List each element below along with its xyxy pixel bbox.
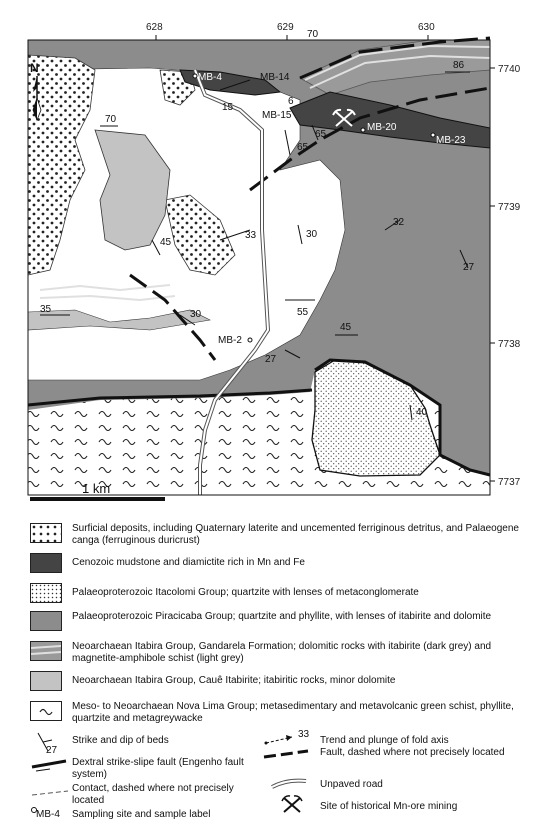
svg-text:N: N [30,61,39,75]
legend-text: Palaeoproterozoic Itacolomi Group; quartzite with lenses of metaconglomerate [72,587,419,598]
legend-text: 27 [46,745,58,756]
sample-label: MB-15 [262,110,292,121]
legend-text: Meso- to Neoarchaean Nova Lima Group; metasedimentary and metavolcanic green schist, phyllite, quartzite and metagreywacke [72,701,514,724]
gandarela-swatch [30,641,62,661]
legend-text: Neoarchaean Itabira Group, Cauê Itabirite; itabiritic rocks, minor dolomite [72,675,396,686]
legend-text: Unpaved road [320,779,383,790]
dip-value: 45 [340,322,352,333]
dip-value: 86 [453,60,465,71]
dip-value: 27 [463,262,475,273]
x-tick-label: 628 [146,22,163,33]
dip-value: 33 [245,230,257,241]
dextral-fault-icon [30,757,70,777]
dip-value: 15 [222,102,234,113]
sample-label: MB-14 [260,72,290,83]
dip-value: 65 [297,142,309,153]
x-tick-label: 629 [277,22,294,33]
cenozoic-swatch [30,553,62,573]
sample-label: MB-23 [436,135,466,146]
contact-icon [30,787,70,803]
legend-text: Dextral strike-slipe fault (Engenho fault system) [72,757,244,780]
mining-site-icon [280,795,304,815]
fault-icon [262,745,312,761]
piracicaba-swatch [30,611,62,631]
caue-swatch [30,671,62,691]
sample-label: MB-4 [198,72,222,83]
legend-text: 33 [298,729,310,740]
scale-bar [30,497,165,501]
dip-value: 6 [288,96,294,107]
dip-value: 30 [190,309,202,320]
dip-value: 45 [160,237,172,248]
sample-label: MB-20 [367,122,397,133]
legend-text: Contact, dashed where not precisely located [72,783,234,806]
legend-text: Surficial deposits, including Quaternary laterite and uncemented ferriginous detritus, and Palaeogene canga (ferruginous duricrust) [72,523,519,546]
dip-value: 40 [416,407,428,418]
road-icon [270,777,310,791]
dip-value: 30 [306,229,318,240]
scale-label: 1 km [82,481,111,496]
dip-value: 70 [307,29,319,40]
legend-text: MB-4 [36,809,60,820]
itacolomi-swatch [30,583,62,603]
y-tick-label: 7737 [498,477,521,488]
legend-text: Sampling site and sample label [72,809,211,820]
legend-text: Palaeoproterozoic Piracicaba Group; quartzite and phyllite, with lenses of itabirite and dolomite [72,611,492,622]
legend-text: Strike and dip of beds [72,735,169,746]
legend-text: Fault, dashed where not precisely located [320,747,505,758]
sample-label: MB-2 [218,335,242,346]
dip-value: 55 [297,307,309,318]
y-tick-label: 7740 [498,64,521,75]
dip-value: 35 [40,304,52,315]
x-tick-label: 630 [418,22,435,33]
y-tick-label: 7738 [498,339,521,350]
legend-text: Trend and plunge of fold axis [320,735,449,746]
dip-value: 32 [393,217,405,228]
dip-value: 27 [265,354,277,365]
nova-lima-swatch [30,701,62,721]
dip-value: 70 [105,114,117,125]
legend-text: Neoarchaean Itabira Group, Gandarela Formation; dolomitic rocks with itabirite (dark grey) and magnetite-amphibole schist (light grey) [72,641,492,664]
y-tick-label: 7739 [498,202,521,213]
dip-value: 65 [315,129,327,140]
legend-text: Cenozoic mudstone and diamictite rich in Mn and Fe [72,557,305,568]
surficial-swatch [30,523,62,543]
legend-text: Site of historical Mn-ore mining [320,801,458,812]
